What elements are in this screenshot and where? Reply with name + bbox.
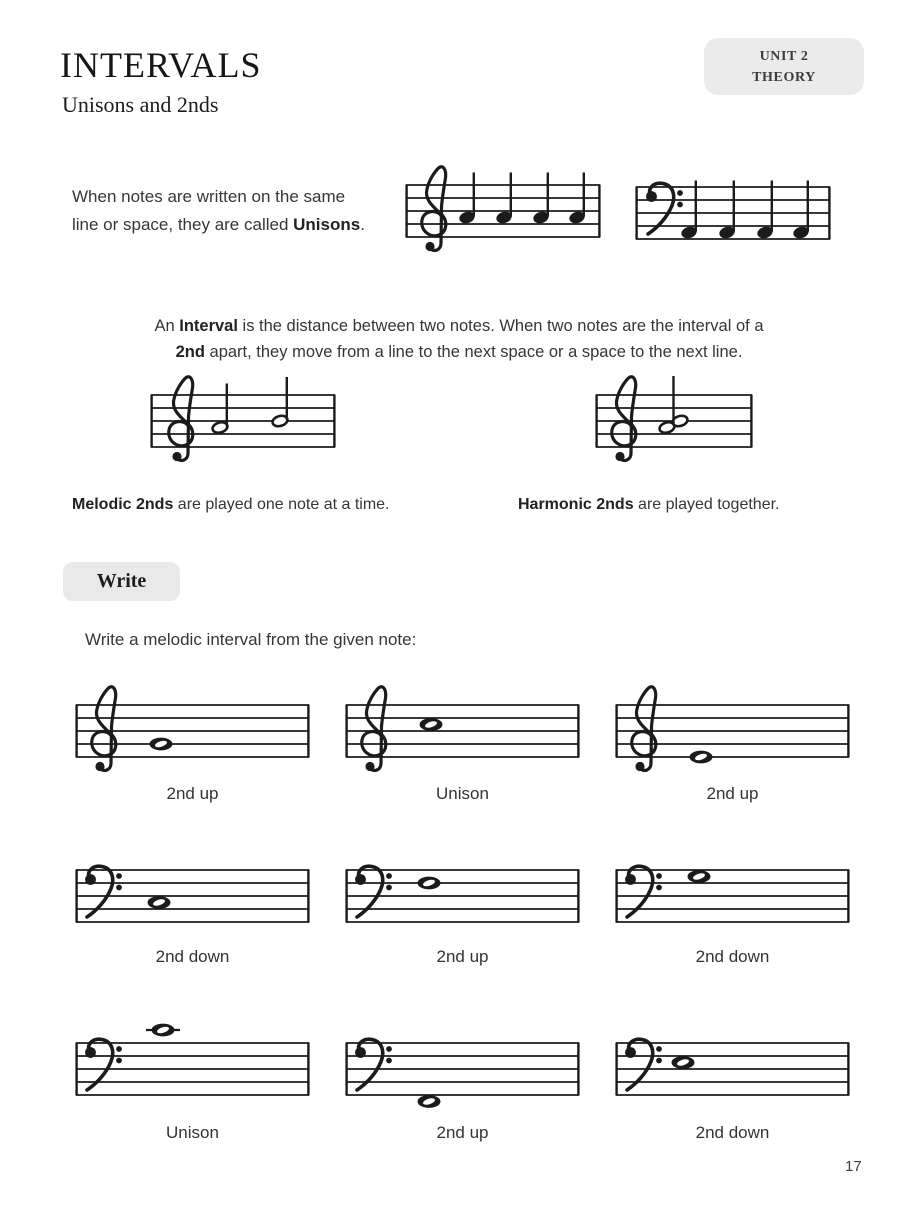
melodic-2nds-staff (150, 363, 336, 487)
exercise-9-staff[interactable] (615, 1010, 850, 1110)
exercise-3-label: 2nd up (706, 784, 759, 803)
exercise-2-label: Unison (436, 784, 489, 803)
write-badge-label: Write (96, 570, 147, 592)
unit-badge-line2: THEORY (752, 69, 816, 85)
exercise-1-staff[interactable] (75, 670, 310, 787)
exercise-1-label: 2nd up (166, 784, 219, 803)
exercise-5-label: 2nd up (436, 947, 489, 966)
page-subtitle: Unisons and 2nds (62, 92, 219, 117)
exercise-4-label: 2nd down (155, 947, 230, 966)
exercise-7-label: Unison (166, 1123, 219, 1142)
unison-explanation: When notes are written on the same line or space, they are called Unisons. (72, 187, 365, 234)
exercise-9-label: 2nd down (695, 1123, 770, 1142)
unison-bass-staff (635, 150, 831, 272)
interval-explanation: An Interval is the distance between two notes. When two notes are the interval of a 2nd apart, they move from a line to the next space or a space to the next line. (154, 317, 764, 361)
exercise-4-staff[interactable] (75, 837, 310, 937)
exercise-3-staff[interactable] (615, 670, 850, 787)
page-number: 17 (845, 1158, 862, 1175)
exercise-8-staff[interactable] (345, 1010, 580, 1110)
melodic-caption: Melodic 2nds are played one note at a time. (72, 496, 390, 513)
write-badge (63, 562, 180, 601)
exercise-2-staff[interactable] (345, 670, 580, 787)
unit-badge-line1: UNIT 2 (759, 48, 809, 64)
harmonic-caption: Harmonic 2nds are played together. (518, 496, 780, 513)
page-title: INTERVALS (60, 45, 262, 85)
exercise-8-label: 2nd up (436, 1123, 489, 1142)
harmonic-2nds-staff (595, 363, 753, 487)
exercise-5-staff[interactable] (345, 837, 580, 937)
unison-treble-staff (405, 150, 601, 272)
write-instruction: Write a melodic interval from the given note: (85, 630, 417, 649)
unit-badge (704, 38, 864, 95)
exercise-6-label: 2nd down (695, 947, 770, 966)
exercise-7-staff[interactable] (75, 1010, 310, 1110)
exercise-6-staff[interactable] (615, 837, 850, 937)
